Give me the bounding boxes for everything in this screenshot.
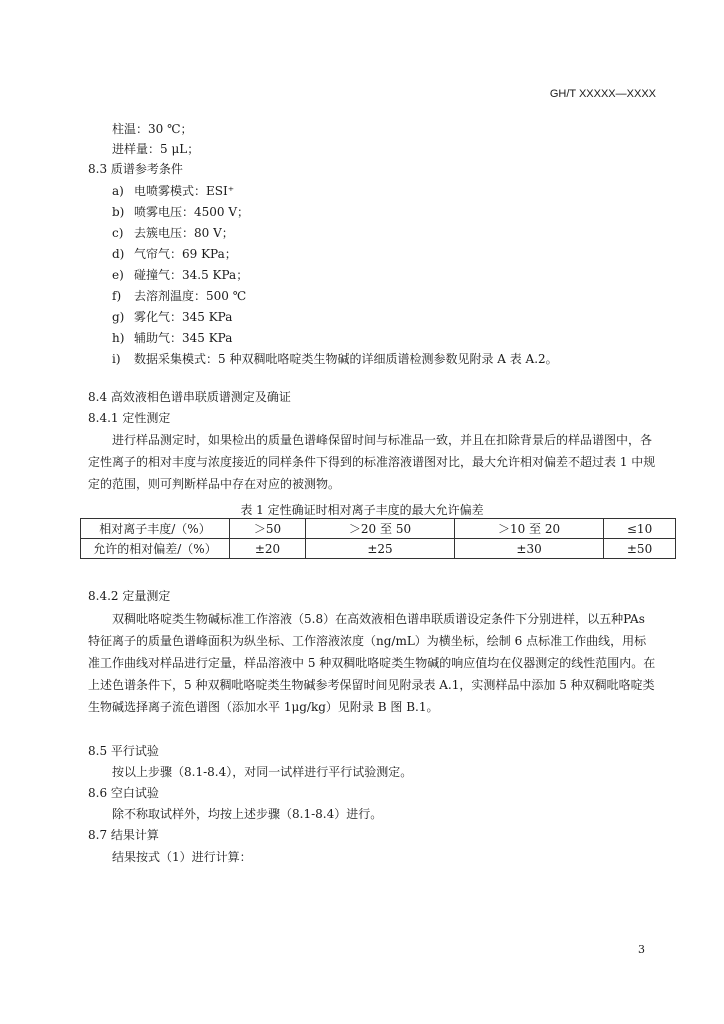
item-text: 数据采集模式：5 种双稠吡咯啶类生物碱的详细质谱检测参数见附录 A 表 A.2。 [134, 352, 558, 366]
item-text: 电喷雾模式：ESI⁺ [134, 184, 235, 198]
quantitative-paragraph: 双稠吡咯啶类生物碱标准工作溶液（5.8）在高效液相色谱串联质谱设定条件下分别进样，以五种PAs特征离子的质量色谱峰面积为纵坐标、工作溶液浓度（ng/mL）为横坐标，绘制 6 点标准工作曲线，用标准工作曲线对样品进行定量，样品溶液中 5 种双稠吡咯啶类生物碱的响应值均在仪器测定的线性范围内。在上述色谱条件下，5 种双稠吡咯啶类生物碱参考保留时间见附录表 A.1，实测样品中添加 5 种双稠吡咯啶类生物碱选择离子流色谱图（添加水平 1μg/kg）见附录 B 图 B.1。 [88, 612, 656, 714]
tolerance-table [80, 518, 676, 559]
table-row [81, 519, 676, 539]
item-text: 去簇电压：80 V； [134, 226, 234, 240]
section-8-3-heading: 8.3 质谱参考条件 [88, 162, 183, 176]
table-cell: 允许的相对偏差/（%） [81, 539, 230, 559]
item-label: g) [112, 310, 125, 324]
table-cell: ±25 [305, 539, 454, 559]
section-8-4-2-heading: 8.4.2 定量测定 [88, 589, 171, 603]
list-item [88, 180, 680, 202]
page-number: 3 [638, 943, 645, 956]
table-cell: 相对离子丰度/（%） [81, 519, 230, 539]
table-cell: ＞20 至 50 [305, 519, 454, 539]
item-label: b) [112, 205, 125, 219]
document-code: GH/T XXXXX—XXXX [549, 88, 656, 100]
item-text: 雾化气：345 KPa [134, 310, 233, 324]
item-label: f) [112, 289, 122, 303]
section-8-7-heading: 8.7 结果计算 [88, 828, 159, 842]
column-temperature: 柱温：30 ℃； [112, 122, 193, 136]
item-label: d) [112, 247, 125, 261]
item-text: 去溶剂温度：500 ℃ [134, 289, 247, 303]
item-text: 碰撞气：34.5 KPa； [134, 268, 249, 282]
item-text: 气帘气：69 KPa； [134, 247, 237, 261]
list-item [88, 285, 680, 307]
item-label: e) [112, 268, 124, 282]
table-cell: ±30 [455, 539, 604, 559]
list-item [88, 306, 680, 328]
qualitative-paragraph: 进行样品测定时，如果检出的质量色谱峰保留时间与标准品一致，并且在扣除背景后的样品谱图中，各定性离子的相对丰度与浓度接近的同样条件下得到的标准溶液谱图对比，最大允许相对偏差不超过表 1 中规定的范围，则可判断样品中存在对应的被测物。 [88, 433, 656, 491]
table-cell: ＞10 至 20 [455, 519, 604, 539]
list-item [88, 222, 680, 244]
table-row [81, 539, 676, 559]
section-8-7-text: 结果按式（1）进行计算： [112, 850, 252, 864]
list-item [88, 348, 680, 370]
item-label: a) [112, 184, 124, 198]
item-text: 辅助气：345 KPa [134, 331, 233, 345]
item-label: c) [112, 226, 124, 240]
list-item [88, 243, 680, 265]
injection-volume: 进样量：5 μL； [112, 142, 200, 156]
section-8-5-text: 按以上步骤（8.1-8.4），对同一试样进行平行试验测定。 [112, 765, 413, 779]
table-cell: ±20 [230, 539, 306, 559]
section-8-4-heading: 8.4 高效液相色谱串联质谱测定及确证 [88, 390, 291, 404]
section-8-5-heading: 8.5 平行试验 [88, 744, 159, 758]
list-item [88, 327, 680, 349]
item-label: i) [112, 352, 121, 366]
table-1-caption: 表 1 定性确证时相对离子丰度的最大允许偏差 [240, 503, 484, 517]
list-item [88, 264, 680, 286]
table-cell: ±50 [604, 539, 676, 559]
section-8-6-text: 除不称取试样外，均按上述步骤（8.1-8.4）进行。 [112, 807, 383, 821]
table-cell: ≤10 [604, 519, 676, 539]
item-text: 喷雾电压：4500 V； [134, 205, 250, 219]
section-8-6-heading: 8.6 空白试验 [88, 786, 159, 800]
section-8-4-1-heading: 8.4.1 定性测定 [88, 411, 171, 425]
list-item [88, 201, 680, 223]
item-label: h) [112, 331, 125, 345]
table-cell: ＞50 [230, 519, 306, 539]
